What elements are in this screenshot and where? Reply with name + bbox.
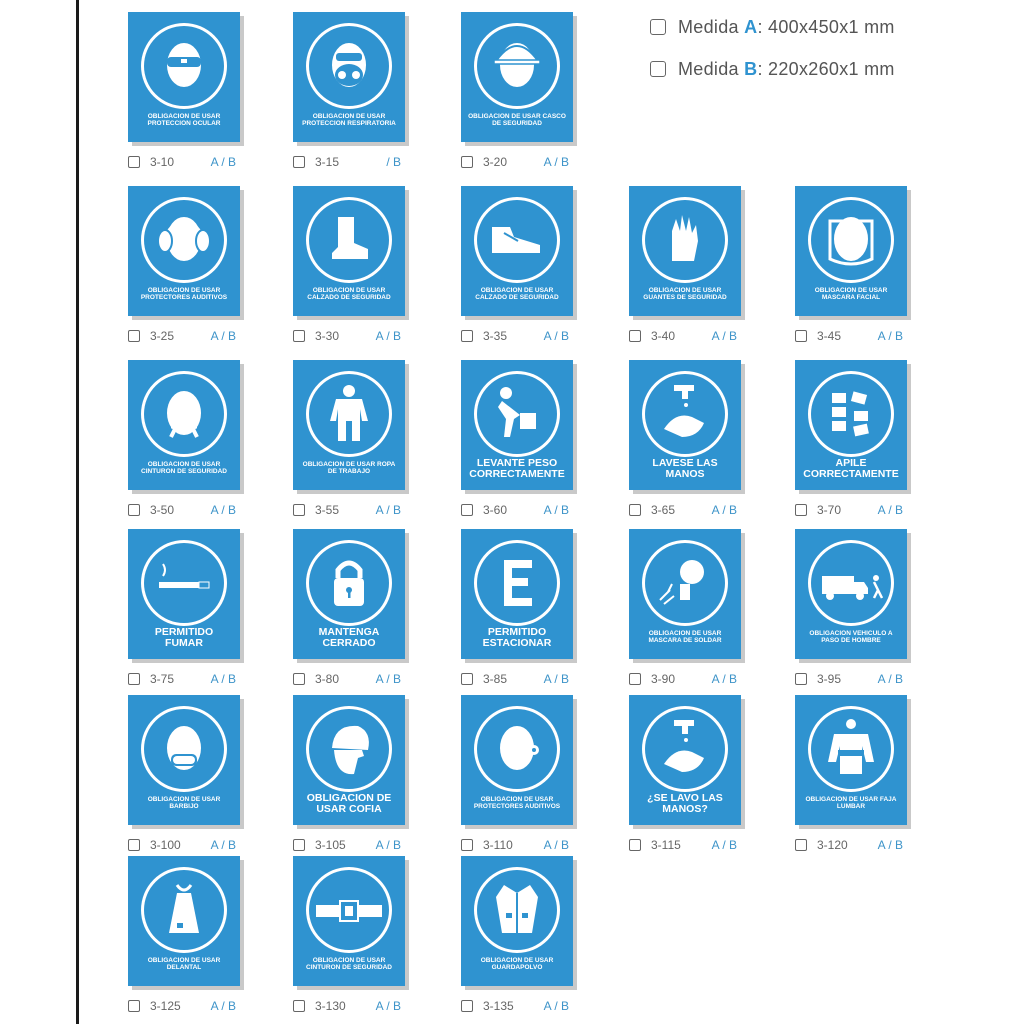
sign-caption: OBLIGACION DE USAR DELANTAL	[147, 957, 221, 971]
sign-item	[128, 186, 246, 346]
size-b-letter: B	[744, 58, 758, 79]
sign-caption: OBLIGACION DE USAR CALZADO DE SEGURIDAD	[307, 287, 391, 301]
sign-sizes: A / B	[375, 672, 401, 686]
sign-sizes: A / B	[711, 329, 737, 343]
sign-caption: OBLIGACION VEHICULO A PASO DE HOMBRE	[809, 630, 893, 644]
sign-caption: OBLIGACION DE USAR CASCO DE SEGURIDAD	[468, 113, 566, 127]
sign-sizes: A / B	[375, 329, 401, 343]
sign-meta	[128, 328, 240, 344]
sign-code: 3-65	[651, 503, 676, 517]
sign-panel	[296, 532, 402, 656]
size-a-prefix: Medida	[678, 16, 745, 37]
sign-code: 3-85	[483, 672, 508, 686]
sign-select-checkbox[interactable]	[128, 156, 140, 168]
sign-meta	[128, 998, 240, 1014]
sign-code: 3-25	[150, 329, 175, 343]
sign-card[interactable]	[293, 360, 405, 490]
cigarette-icon	[141, 540, 227, 626]
sign-code: 3-100	[150, 838, 181, 852]
sign-code: 3-90	[651, 672, 676, 686]
sign-sizes: A / B	[877, 672, 903, 686]
sign-panel	[131, 363, 237, 487]
sign-sizes: A / B	[711, 672, 737, 686]
sign-code: 3-135	[483, 999, 514, 1013]
sign-sizes: A / B	[543, 999, 569, 1013]
sign-item	[293, 186, 411, 346]
sign-sizes: A / B	[375, 999, 401, 1013]
sign-sizes: A / B	[877, 329, 903, 343]
sign-select-checkbox[interactable]	[629, 330, 641, 342]
sign-sizes: A / B	[210, 155, 236, 169]
sign-card[interactable]	[293, 856, 405, 986]
hair-net-icon	[306, 706, 392, 792]
sign-item	[795, 186, 913, 346]
size-a-letter: A	[744, 16, 758, 37]
sign-panel	[798, 363, 904, 487]
hard-hat-icon	[474, 23, 560, 109]
sign-select-checkbox[interactable]	[128, 839, 140, 851]
sign-panel	[464, 532, 570, 656]
sign-caption: APILE CORRECTAMENTE	[803, 456, 899, 480]
sign-meta	[461, 154, 573, 170]
sign-item	[795, 529, 913, 689]
sign-code: 3-10	[150, 155, 175, 169]
sign-code: 3-105	[315, 838, 346, 852]
sign-card[interactable]	[629, 529, 741, 659]
sign-panel	[296, 698, 402, 822]
sign-meta	[128, 837, 240, 853]
sign-meta	[461, 671, 573, 687]
sign-caption: OBLIGACION DE USAR CALZADO DE SEGURIDAD	[475, 287, 559, 301]
sign-card[interactable]	[795, 360, 907, 490]
sign-card[interactable]	[461, 360, 573, 490]
sign-select-checkbox[interactable]	[629, 839, 641, 851]
sign-caption: OBLIGACION DE USAR COFIA	[306, 791, 392, 815]
sign-panel	[296, 189, 402, 313]
sign-select-checkbox[interactable]	[128, 673, 140, 685]
sign-item	[128, 529, 246, 689]
sign-card[interactable]	[795, 695, 907, 825]
sign-panel	[464, 859, 570, 983]
sign-item	[293, 529, 411, 689]
sign-sizes: A / B	[210, 672, 236, 686]
sign-panel	[464, 189, 570, 313]
sign-code: 3-110	[483, 838, 513, 852]
sign-card[interactable]	[128, 12, 240, 142]
sign-code: 3-130	[315, 999, 346, 1013]
sign-code: 3-60	[483, 503, 508, 517]
sign-caption: OBLIGACION DE USAR FAJA LUMBAR	[805, 796, 897, 810]
safety-glasses-icon	[141, 23, 227, 109]
sign-sizes: A / B	[375, 838, 401, 852]
harness-icon	[141, 371, 227, 457]
sign-item	[629, 186, 747, 346]
sign-card[interactable]	[461, 529, 573, 659]
sign-panel	[296, 15, 402, 139]
sign-panel	[296, 859, 402, 983]
sign-sizes: A / B	[543, 329, 569, 343]
sign-panel	[131, 532, 237, 656]
padlock-icon	[306, 540, 392, 626]
sign-card[interactable]	[461, 12, 573, 142]
lumbar-belt-icon	[808, 706, 894, 792]
sign-select-checkbox[interactable]	[629, 673, 641, 685]
sign-select-checkbox[interactable]	[629, 504, 641, 516]
sign-panel	[798, 532, 904, 656]
sign-code: 3-30	[315, 329, 340, 343]
sign-item	[461, 186, 579, 346]
sign-meta	[293, 328, 405, 344]
sign-sizes: A / B	[210, 999, 236, 1013]
sign-caption: OBLIGACION DE USAR PROTECTORES AUDITIVOS	[473, 796, 561, 810]
sign-card[interactable]	[461, 186, 573, 316]
sign-select-checkbox[interactable]	[795, 673, 807, 685]
sign-panel	[131, 859, 237, 983]
sign-sizes: / B	[386, 155, 401, 169]
sign-sizes: A / B	[543, 838, 569, 852]
sign-item	[461, 360, 579, 520]
sign-select-checkbox[interactable]	[461, 504, 473, 516]
sign-item	[461, 529, 579, 689]
sign-card[interactable]	[128, 695, 240, 825]
sign-item	[293, 856, 411, 1016]
sign-sizes: A / B	[543, 503, 569, 517]
sign-code: 3-75	[150, 672, 175, 686]
sign-code: 3-70	[817, 503, 842, 517]
sign-sizes: A / B	[711, 838, 737, 852]
respirator-icon	[306, 23, 392, 109]
sign-meta	[293, 502, 405, 518]
sign-item	[795, 695, 913, 855]
sign-select-checkbox[interactable]	[293, 330, 305, 342]
sign-caption: PERMITIDO ESTACIONAR	[482, 625, 552, 649]
welding-mask-icon	[642, 540, 728, 626]
sign-select-checkbox[interactable]	[461, 1000, 473, 1012]
sign-item	[629, 529, 747, 689]
sign-caption: OBLIGACION DE USAR BARBIJO	[147, 796, 221, 810]
sign-select-checkbox[interactable]	[128, 330, 140, 342]
sign-select-checkbox[interactable]	[795, 504, 807, 516]
sign-panel	[464, 15, 570, 139]
sign-select-checkbox[interactable]	[293, 1000, 305, 1012]
sign-caption: OBLIGACION DE USAR ROPA DE TRABAJO	[302, 461, 396, 475]
sign-caption: OBLIGACION DE USAR PROTECTORES AUDITIVOS	[140, 287, 228, 301]
sign-card[interactable]	[795, 186, 907, 316]
face-shield-icon	[808, 197, 894, 283]
sign-sizes: A / B	[210, 329, 236, 343]
sign-select-checkbox[interactable]	[128, 504, 140, 516]
boot-icon	[306, 197, 392, 283]
sign-item	[629, 695, 747, 855]
sign-sizes: A / B	[877, 503, 903, 517]
sign-sizes: A / B	[210, 503, 236, 517]
gloves-icon	[642, 197, 728, 283]
sign-item	[461, 695, 579, 855]
sign-meta	[629, 837, 741, 853]
sign-item	[461, 12, 579, 172]
sign-caption: LAVESE LAS MANOS	[652, 456, 718, 480]
sign-sizes: A / B	[877, 838, 903, 852]
sign-caption: OBLIGACION DE USAR GUANTES DE SEGURIDAD	[643, 287, 727, 301]
parking-e-icon	[474, 540, 560, 626]
sign-code: 3-40	[651, 329, 676, 343]
lifting-icon	[474, 371, 560, 457]
sign-caption: OBLIGACION DE USAR MASCARA FACIAL	[814, 287, 888, 301]
sign-caption: OBLIGACION DE USAR GUARDAPOLVO	[480, 957, 554, 971]
sign-meta	[461, 998, 573, 1014]
sign-item	[795, 360, 913, 520]
sign-select-checkbox[interactable]	[293, 504, 305, 516]
size-b-prefix: Medida	[678, 58, 745, 79]
sign-panel	[632, 189, 738, 313]
sign-panel	[131, 698, 237, 822]
sign-meta	[629, 502, 741, 518]
sign-select-checkbox[interactable]	[795, 839, 807, 851]
sign-card[interactable]	[128, 856, 240, 986]
sign-select-checkbox[interactable]	[293, 156, 305, 168]
sign-code: 3-120	[817, 838, 848, 852]
sign-meta	[293, 998, 405, 1014]
safety-shoe-icon	[474, 197, 560, 283]
sign-card[interactable]	[128, 186, 240, 316]
sign-select-checkbox[interactable]	[461, 330, 473, 342]
sign-meta	[795, 837, 907, 853]
sign-sizes: A / B	[543, 672, 569, 686]
sign-panel	[632, 698, 738, 822]
sign-item	[293, 695, 411, 855]
sign-code: 3-35	[483, 329, 508, 343]
sign-panel	[131, 189, 237, 313]
sign-card[interactable]	[293, 186, 405, 316]
sign-caption: LEVANTE PESO CORRECTAMENTE	[469, 456, 565, 480]
sign-card[interactable]	[293, 529, 405, 659]
sign-select-checkbox[interactable]	[461, 673, 473, 685]
sign-card[interactable]	[293, 695, 405, 825]
sign-card[interactable]	[629, 186, 741, 316]
coverall-icon	[306, 371, 392, 457]
sign-card[interactable]	[293, 12, 405, 142]
stacking-icon	[808, 371, 894, 457]
sign-code: 3-125	[150, 999, 181, 1013]
sign-meta	[461, 837, 573, 853]
sign-code: 3-15	[315, 155, 340, 169]
sign-meta	[128, 502, 240, 518]
sign-meta	[293, 837, 405, 853]
sign-meta	[128, 154, 240, 170]
sign-sizes: A / B	[711, 503, 737, 517]
sign-meta	[795, 502, 907, 518]
sign-code: 3-95	[817, 672, 842, 686]
sign-card[interactable]	[128, 529, 240, 659]
face-mask-icon	[141, 706, 227, 792]
sign-caption: OBLIGACION DE USAR CINTURON DE SEGURIDAD	[306, 957, 392, 971]
sign-card[interactable]	[629, 695, 741, 825]
sign-item	[461, 856, 579, 1016]
sign-caption: OBLIGACION DE USAR CINTURON DE SEGURIDAD	[141, 461, 227, 475]
sign-sizes: A / B	[543, 155, 569, 169]
sign-card[interactable]	[461, 856, 573, 986]
sign-select-checkbox[interactable]	[293, 673, 305, 685]
sign-card[interactable]	[795, 529, 907, 659]
sign-sizes: A / B	[210, 838, 236, 852]
sign-select-checkbox[interactable]	[128, 1000, 140, 1012]
sign-meta	[795, 671, 907, 687]
sign-code: 3-55	[315, 503, 340, 517]
size-b-dims: : 220x260x1 mm	[757, 58, 895, 79]
sign-item	[128, 856, 246, 1016]
sign-meta	[293, 671, 405, 687]
sign-select-checkbox[interactable]	[461, 839, 473, 851]
hand-wash-icon	[642, 371, 728, 457]
sign-card[interactable]	[461, 695, 573, 825]
sign-panel	[632, 532, 738, 656]
lab-coat-icon	[474, 867, 560, 953]
sign-item	[128, 12, 246, 172]
hand-wash-icon	[642, 706, 728, 792]
truck-pedestrian-icon	[808, 540, 894, 626]
sign-item	[128, 360, 246, 520]
size-a-dims: : 400x450x1 mm	[757, 16, 895, 37]
seat-belt-icon	[306, 867, 392, 953]
sign-item	[293, 12, 411, 172]
sign-panel	[464, 363, 570, 487]
sign-select-checkbox[interactable]	[461, 156, 473, 168]
sign-code: 3-115	[651, 838, 681, 852]
sign-card[interactable]	[629, 360, 741, 490]
sign-meta	[128, 671, 240, 687]
sign-caption: OBLIGACION DE USAR PROTECCION RESPIRATORIA	[302, 113, 396, 127]
sign-code: 3-45	[817, 329, 842, 343]
sign-panel	[131, 15, 237, 139]
sign-item	[629, 360, 747, 520]
sign-meta	[795, 328, 907, 344]
sign-caption: OBLIGACION DE USAR MASCARA DE SOLDAR	[648, 630, 722, 644]
sign-caption: OBLIGACION DE USAR PROTECCION OCULAR	[147, 113, 221, 127]
sign-meta	[461, 502, 573, 518]
sign-item	[128, 695, 246, 855]
sign-caption: PERMITIDO FUMAR	[154, 625, 214, 649]
sign-select-checkbox[interactable]	[293, 839, 305, 851]
sign-panel	[632, 363, 738, 487]
sign-panel	[798, 698, 904, 822]
sign-select-checkbox[interactable]	[795, 330, 807, 342]
sign-panel	[798, 189, 904, 313]
sign-panel	[464, 698, 570, 822]
sign-meta	[461, 328, 573, 344]
sign-panel	[296, 363, 402, 487]
sign-card[interactable]	[128, 360, 240, 490]
sign-caption: MANTENGA CERRADO	[318, 625, 380, 649]
sign-meta	[629, 671, 741, 687]
sign-item	[293, 360, 411, 520]
ear-muffs-icon	[141, 197, 227, 283]
sign-meta	[629, 328, 741, 344]
apron-icon	[141, 867, 227, 953]
sign-code: 3-20	[483, 155, 508, 169]
sign-meta	[293, 154, 405, 170]
ear-plug-icon	[474, 706, 560, 792]
sign-caption: ¿SE LAVO LAS MANOS?	[647, 791, 723, 815]
sign-code: 3-80	[315, 672, 340, 686]
sign-sizes: A / B	[375, 503, 401, 517]
sign-code: 3-50	[150, 503, 175, 517]
